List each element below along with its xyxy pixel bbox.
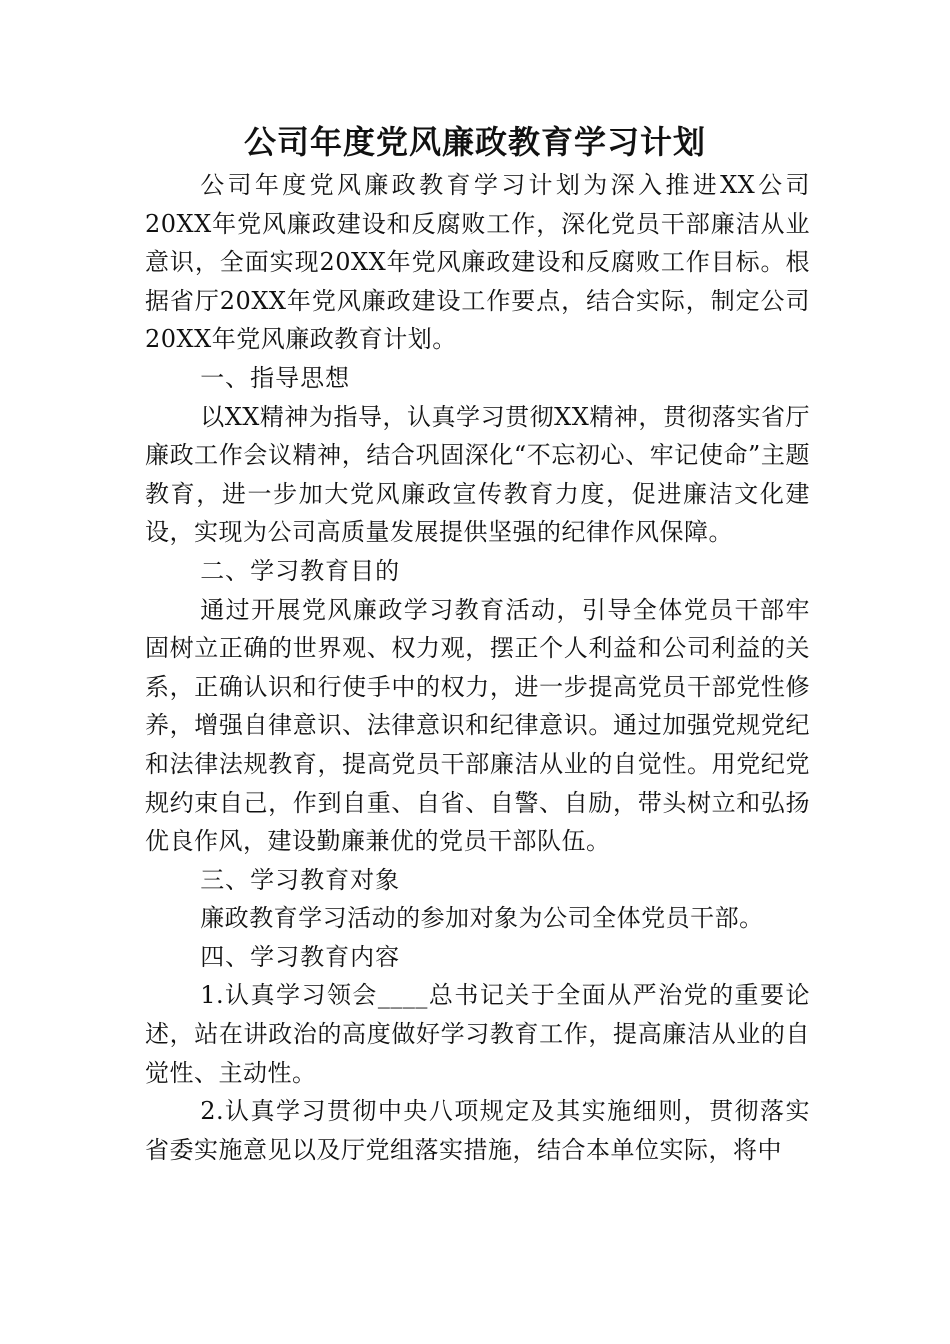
section-heading-audience: 三、学习教育对象 [200, 865, 401, 894]
guiding-ideology-paragraph: 以XX精神为指导，认真学习贯彻XX精神，贯彻落实省厅廉政工作会议精神，结合巩固深化“不忘初心、牢记使命”主题教育，进一步加大党风廉政宣传教育力度，促进廉洁文化建设，实现为公司高质量发展提供坚强的纪律作风保障。 [145, 402, 810, 547]
document-body [145, 166, 810, 1169]
content-item-1: 1.认真学习领会____总书记关于全面从严治党的重要论述，站在讲政治的高度做好学习教育工作，提高廉洁从业的自觉性、主动性。 [145, 981, 810, 1087]
section-heading-purpose: 二、学习教育目的 [200, 556, 401, 585]
document-title: 公司年度党风廉政教育学习计划 [243, 123, 706, 161]
audience-paragraph: 廉政教育学习活动的参加对象为公司全体党员干部。 [200, 904, 764, 933]
section-heading-content: 四、学习教育内容 [200, 942, 401, 971]
intro-paragraph: 公司年度党风廉政教育学习计划为深入推进XX公司20XX年党风廉政建设和反腐败工作，深化党员干部廉洁从业意识，全面实现20XX年党风廉政建设和反腐败工作目标。根据省厅20XX年党风廉政建设工作要点，结合实际，制定公司20XX年党风廉政教育计划。 [145, 171, 810, 354]
content-item-2: 2.认真学习贯彻中央八项规定及其实施细则，贯彻落实省委实施意见以及厅党组落实措施，结合本单位实际，将中 [145, 1097, 810, 1164]
purpose-paragraph: 通过开展党风廉政学习教育活动，引导全体党员干部牢固树立正确的世界观、权力观，摆正个人利益和公司利益的关系，正确认识和行使手中的权力，进一步提高党员干部党性修养，增强自律意识、法律意识和纪律意识。通过加强党规党纪和法律法规教育，提高党员干部廉洁从业的自觉性。用党纪党规约束自己，作到自重、自省、自警、自励，带头树立和弘扬优良作风，建设勤廉兼优的党员干部队伍。 [145, 595, 810, 856]
section-heading-guiding-ideology: 一、指导思想 [200, 363, 351, 392]
